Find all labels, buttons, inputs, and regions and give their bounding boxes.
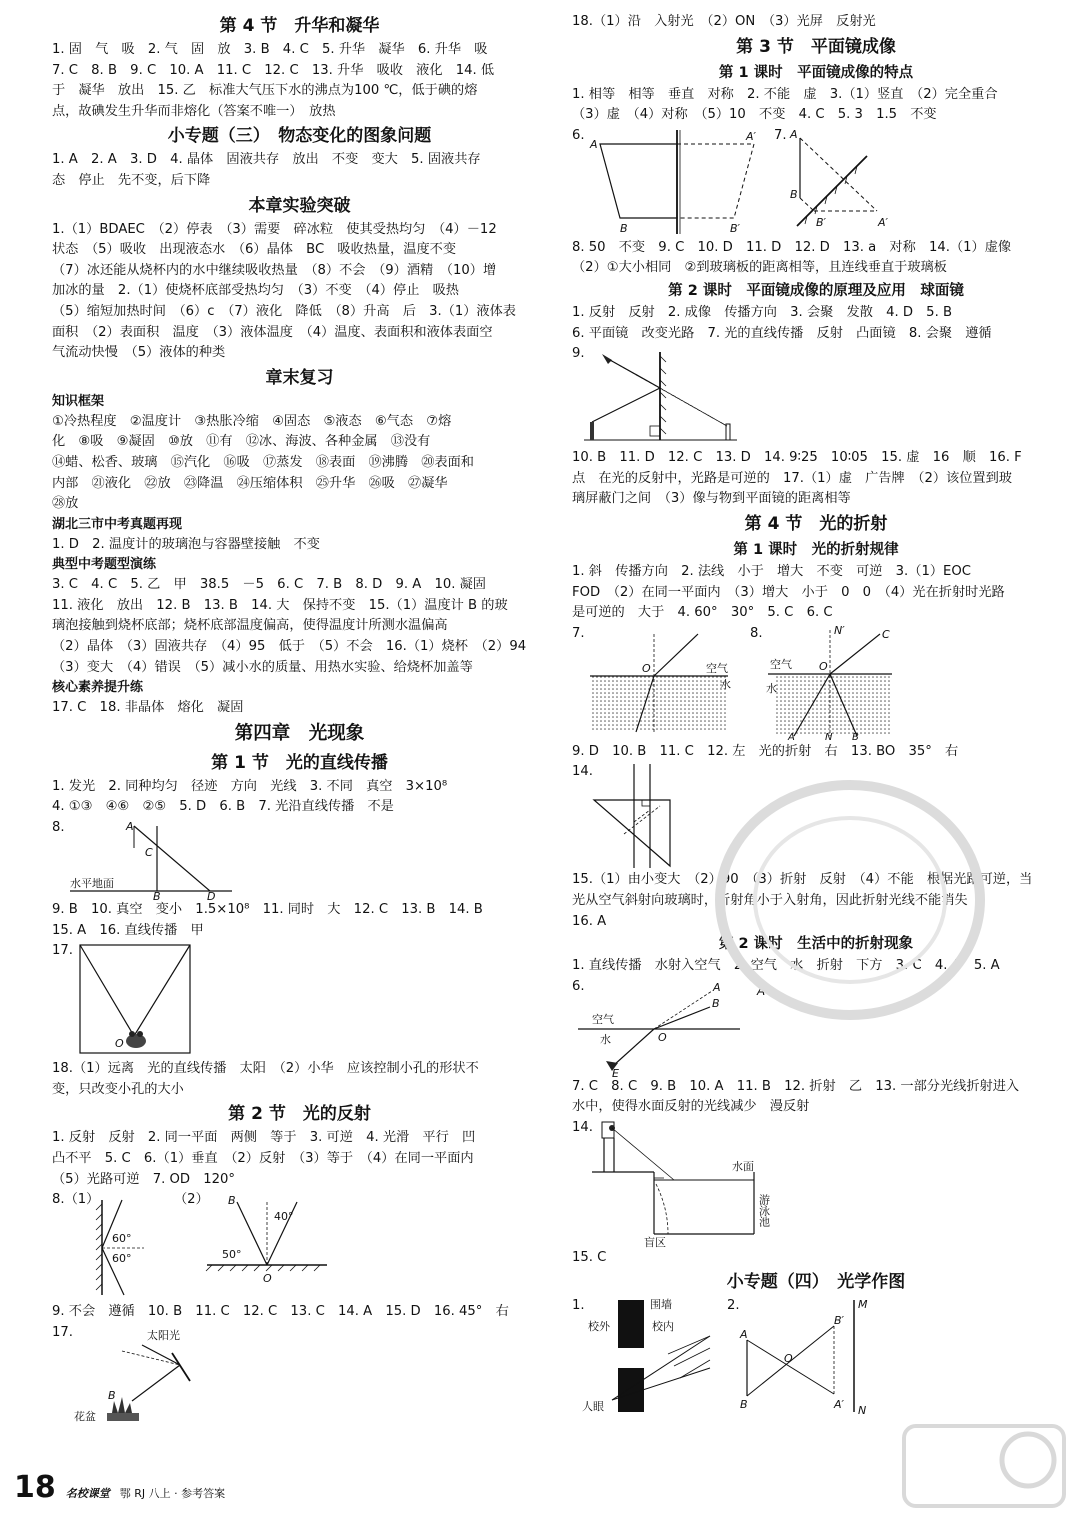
section-title: 第 3 节 平面镜成像 <box>736 36 896 57</box>
inside-label: 校内 <box>652 1320 674 1334</box>
question-number: （2） <box>174 1192 209 1208</box>
answer-line: 面积 （2）表面积 温度 （3）液体温度 （4）温度、表面积和液体表面空 <box>52 324 493 340</box>
question-number: 6. <box>572 978 585 994</box>
answer-line: 璃屏蔽门之间 （3）像与物到平面镜的距离相等 <box>572 491 851 507</box>
figure-mirror-images <box>572 126 1060 238</box>
answer-line: 1. 固 气 吸 2. 气 固 放 3. B 4. C 5. 升华 凝华 6. 升华 吸 <box>52 42 488 57</box>
surface-label: 水面 <box>732 1159 754 1173</box>
section-title: 小专题（四） 光学作图 <box>726 1272 906 1293</box>
label-d: D <box>207 890 216 901</box>
page-footer <box>14 1470 225 1505</box>
label-o: O <box>819 659 828 673</box>
wall-label: 围墙 <box>650 1298 672 1312</box>
answer-line: （3）变大 （4）错误 （5）减小水的质量、用热水实验、给烧杯加盖等 <box>52 659 473 675</box>
answer-line: 3. C 4. C 5. 乙 甲 38.5 －5 6. C 7. B 8. D 9. A 10. 凝固 <box>52 577 486 593</box>
answer-line: 15. A 16. 直线传播 甲 <box>52 922 204 938</box>
chapter-title: 第四章 光现象 <box>234 722 365 744</box>
section-title: 本章实验突破 <box>248 195 351 216</box>
label-e: E <box>612 1066 619 1077</box>
answer-line: 态 停止 先不变，后下降 <box>52 172 211 188</box>
label-o: O <box>658 1030 667 1044</box>
answer-line: ⑭蜡、松香、玻璃 ⑮汽化 ⑯吸 ⑰蒸发 ⑱表面 ⑲沸腾 ⑳表面和 <box>52 454 474 470</box>
answer-line: 于 凝华 放出 15. 乙 标准大气压下水的沸点为100 ℃，低于碘的熔 <box>52 83 478 99</box>
question-number: 6. <box>572 127 585 143</box>
figure-optical-drawing <box>572 1296 1060 1416</box>
answer-line: （2）晶体 （3）固液共存 （4）95 低于 （5）不会 16.（1）烧杯 （2）94 <box>52 639 527 655</box>
subsection-label: 知识框架 <box>52 393 105 409</box>
label-a: A <box>713 980 721 994</box>
water-label: 水 <box>720 677 731 691</box>
label-a: A <box>590 137 598 151</box>
label-o: O <box>642 661 651 675</box>
brand-logo: 名校课堂 <box>65 1487 110 1500</box>
section-title: 章末复习 <box>265 367 334 388</box>
answer-line: 1. A 2. A 3. D 4. 晶体 固液共存 放出 不变 变大 5. 固液共存 <box>52 152 481 168</box>
question-number: 7. <box>572 625 585 641</box>
label-a-prime: A′ <box>878 215 889 229</box>
answer-line: 1. 发光 2. 同种均匀 径迹 方向 光线 3. 不同 真空 3×10⁸ <box>52 778 448 794</box>
label-a-answer: A <box>757 983 766 998</box>
label-m: M <box>858 1298 868 1312</box>
angle-label: 60° <box>112 1232 132 1246</box>
subsection-label: 湖北三市中考真题再现 <box>52 516 183 532</box>
lesson-title: 第 1 课时 平面镜成像的特点 <box>718 64 914 81</box>
answer-line: ㉘放 <box>52 496 79 512</box>
answer-line: 9. D 10. B 11. C 12. 左 光的折射 右 13. BO 35° 右 <box>572 743 959 759</box>
figure-shadow-diagram <box>52 818 547 900</box>
answer-line: 1. 反射 反射 2. 同一平面 两侧 等于 3. 可逆 4. 光滑 平行 凹 <box>52 1130 476 1146</box>
shadow-diagram-svg <box>52 818 547 900</box>
label-b-prime: B′ <box>730 221 741 235</box>
right-column <box>572 12 1060 1416</box>
answer-line: 15. C <box>572 1249 607 1265</box>
answer-line: FOD （2）在同一平面内 （3）增大 小于 0 0 （4）光在折射时光路 <box>572 584 1005 600</box>
answer-line: 1. 直线传播 水射入空气 2. 空气 水 折射 下方 3. C 4. A 5. A <box>572 958 1000 974</box>
periscope-svg <box>572 344 1060 448</box>
sunlight-mirror-svg <box>52 1323 547 1423</box>
pool-svg <box>572 1118 1060 1248</box>
label-o: O <box>115 1037 124 1051</box>
question-number: 17. <box>52 943 73 959</box>
blind-zone-label: 盲区 <box>644 1235 666 1248</box>
question-number: 17. <box>52 1324 73 1340</box>
angle-label: 40° <box>274 1210 294 1224</box>
label-b-prime: B′ <box>816 215 827 229</box>
answer-line: 7. C 8. B 9. C 10. A 11. C 12. C 13. 升华 吸收 液化 14. 低 <box>52 62 495 78</box>
answer-line: 璃泡接触到烧杯底部；烧杯底部温度偏高，使得温度计所测水温偏高 <box>52 618 448 634</box>
pinhole-diagram-svg <box>52 941 547 1059</box>
figure-pinhole-diagram <box>52 941 547 1059</box>
label-b-prime: B′ <box>834 1314 845 1328</box>
refraction-svg <box>572 624 1060 742</box>
label-o: O <box>263 1272 272 1286</box>
angle-label: 60° <box>112 1252 132 1266</box>
section-title: 第 4 节 升华和凝华 <box>219 16 380 36</box>
figure-pool-diagram <box>572 1118 1060 1248</box>
answer-line: 1. 斜 传播方向 2. 法线 小于 增大 不变 可逆 3.（1）EOC <box>572 563 971 579</box>
answer-line: ①冷热程度 ②温度计 ③热胀冷缩 ④固态 ⑤液态 ⑥气态 ⑦熔 <box>52 413 452 429</box>
label-n-prime: N′ <box>834 623 845 637</box>
answer-line: 8. 50 不变 9. C 10. D 11. D 12. D 13. a 对称 14.（1）虚像 <box>572 239 1012 255</box>
water-label: 水 <box>766 681 777 695</box>
answer-line: 加冰的量 2.（1）使烧杯底部受热均匀 （3）不变 （4）停止 吸热 <box>52 283 459 299</box>
label-a: A <box>790 127 798 141</box>
answer-line: 9. B 10. 真空 变小 1.5×10⁸ 11. 同时 大 12. C 13. B 14. B <box>52 902 483 918</box>
question-number: 14. <box>572 764 593 780</box>
question-number: 2. <box>727 1298 740 1314</box>
answer-line: 点，故碘发生升华而非熔化（答案不唯一） 放热 <box>52 103 336 119</box>
answer-line: 水中，使得水面反射的光线减少 漫反射 <box>572 1099 810 1115</box>
answer-line: （3）虚 （4）对称 （5）10 不变 4. C 5. 3 1.5 不变 <box>572 107 937 123</box>
answer-line: 气流动快慢 （5）液体的种类 <box>52 345 226 361</box>
label-b: B <box>228 1194 236 1208</box>
lesson-title: 第 2 课时 生活中的折射现象 <box>718 936 914 953</box>
answer-line: （7）冰还能从烧杯内的水中继续吸收热量 （8）不会 （9）酒精 （10）增 <box>52 262 497 278</box>
answer-line: 1. 相等 相等 垂直 对称 2. 不能 虚 3.（1）竖直 （2）完全重合 <box>572 86 998 102</box>
label-a-prime: A′ <box>746 129 757 143</box>
label-o: O <box>784 1352 793 1366</box>
answer-line: 内部 ㉑液化 ㉒放 ㉓降温 ㉔压缩体积 ㉕升华 ㉖吸 ㉗凝华 <box>52 475 448 491</box>
lesson-title: 第 1 课时 光的折射规律 <box>733 541 899 558</box>
answer-line: 18.（1）沿 入射光 （2）ON （3）光屏 反射光 <box>572 14 876 29</box>
label-c: C <box>882 627 890 641</box>
question-number: 8. <box>750 625 763 641</box>
label-a: A <box>740 1328 748 1342</box>
answer-line: 1. 反射 反射 2. 成像 传播方向 3. 会聚 发散 4. D 5. B <box>572 304 953 320</box>
answer-line: 状态 （5）吸收 出现液态水 （6）晶体 BC 吸收热量，温度不变 <box>52 242 457 258</box>
answer-line: 6. 平面镜 改变光路 7. 光的直线传播 反射 凸面镜 8. 会聚 遵循 <box>572 325 992 341</box>
question-number: 7. <box>774 127 787 143</box>
footer-meta: 鄂 RJ 八上 · 参考答案 <box>119 1487 226 1500</box>
answer-line: 变，只改变小孔的大小 <box>52 1081 184 1097</box>
answer-line: 9. 不会 遵循 10. B 11. C 12. C 13. C 14. A 15. D 16. 45° 右 <box>52 1304 509 1320</box>
question-number: 8. <box>52 820 65 836</box>
subsection-label: 典型中考题型演练 <box>52 557 157 573</box>
answer-line: 点 在光的反射中，光路是可逆的 17.（1）虚 广告牌 （2）该位置到玻 <box>572 470 1012 486</box>
answer-line: 10. B 11. D 12. C 13. D 14. 9∶25 10∶05 15. 虚 16 顺 16. F <box>572 450 1022 466</box>
figure-sunlight-mirror <box>52 1323 547 1423</box>
label-b: B <box>108 1388 116 1402</box>
angle-label: 50° <box>222 1248 242 1262</box>
answer-line: 16. A <box>572 913 607 929</box>
pot-label: 花盆 <box>74 1409 96 1423</box>
answer-line: （5）缩短加热时间 （6）c （7）液化 降低 （8）升高 后 3.（1）液体表 <box>52 303 516 319</box>
label-b: B <box>852 731 859 742</box>
question-number: 1. <box>572 1298 585 1314</box>
answer-line: 1.（1）BDAEC （2）停表 （3）需要 碎冰粒 使其受热均匀 （4）－12 <box>52 221 497 237</box>
answer-line: 7. C 8. C 9. B 10. A 11. B 12. 折射 乙 13. 一部分光线折射进入 <box>572 1078 1020 1094</box>
answer-line: 11. 液化 放出 12. B 13. B 14. 大 保持不变 15.（1）温度计 B 的玻 <box>52 597 508 613</box>
figure-periscope-diagram <box>572 344 1060 448</box>
subsection-label: 核心素养提升练 <box>52 680 144 696</box>
label-a: A <box>788 731 795 742</box>
label-a-prime: A′ <box>834 1398 845 1412</box>
label-n: N <box>825 731 833 742</box>
figure-reflection-diagrams <box>52 1190 547 1302</box>
label-b: B <box>153 890 161 901</box>
air-label: 空气 <box>592 1012 614 1026</box>
corner-logo-watermark <box>900 1420 1070 1515</box>
answer-line: 18.（1）远离 光的直线传播 太阳 （2）小华 应该控制小孔的形状不 <box>52 1061 479 1077</box>
outside-label: 校外 <box>588 1320 610 1334</box>
label-n: N <box>858 1404 867 1417</box>
label-b: B <box>712 996 720 1010</box>
lesson-title: 第 2 课时 平面镜成像的原理及应用 球面镜 <box>668 282 964 299</box>
answer-line: （2）①大小相同 ②到玻璃板的距离相等，且连线垂直于玻璃板 <box>572 260 947 276</box>
answer-line: 1. D 2. 温度计的玻璃泡与容器壁接触 不变 <box>52 536 320 552</box>
label-b: B <box>620 221 628 235</box>
page-number: 18 <box>14 1470 56 1505</box>
answer-line: 4. ①③ ④⑥ ②⑤ 5. D 6. B 7. 光沿直线传播 不是 <box>52 799 394 815</box>
ground-label: 水平地面 <box>70 877 114 891</box>
question-number: 14. <box>572 1119 593 1135</box>
pool-label: 游泳池 <box>757 1193 771 1227</box>
section-title: 小专题（三） 物态变化的图象问题 <box>167 126 432 147</box>
answer-line: 15.（1）由小变大 （2）90 （3）折射 反射 （4）不能 根据光路可逆，当 <box>572 872 1033 888</box>
eye-label: 人眼 <box>582 1400 604 1414</box>
sun-label: 太阳光 <box>147 1328 180 1342</box>
answer-line: （5）光路可逆 7. OD 120° <box>52 1171 235 1187</box>
answer-line: 化 ⑧吸 ⑨凝固 ⑩放 ⑪有 ⑫冰、海波、各种金属 ⑬没有 <box>52 434 431 450</box>
water-label: 水 <box>600 1032 611 1046</box>
section-title: 第 4 节 光的折射 <box>744 513 888 534</box>
figure-refraction-diagrams <box>572 624 1060 742</box>
mirror-images-svg <box>572 126 1060 238</box>
answer-line: 17. C 18. 非晶体 熔化 凝固 <box>52 700 244 716</box>
label-a: A <box>126 820 134 834</box>
label-b: B <box>790 187 798 201</box>
section-title: 第 1 节 光的直线传播 <box>211 752 388 773</box>
answer-line: 凸不平 5. C 6.（1）垂直 （2）反射 （3）等于 （4）在同一平面内 <box>52 1151 474 1166</box>
label-b: B <box>740 1398 748 1412</box>
air-label: 空气 <box>770 657 792 671</box>
air-label: 空气 <box>706 661 728 675</box>
section-title: 第 2 节 光的反射 <box>228 1104 371 1125</box>
answer-line: 是可逆的 大于 4. 60° 30° 5. C 6. C <box>572 605 833 621</box>
optical-drawing-svg <box>572 1296 1060 1416</box>
answer-line: 光从空气斜射向玻璃时，折射角小于入射角，因此折射光线不能消失 <box>572 892 968 908</box>
question-number: 9. <box>572 346 585 362</box>
stamp-watermark <box>700 760 1000 1040</box>
question-number: 8.（1） <box>52 1192 100 1208</box>
label-c: C <box>145 846 153 860</box>
reflection-svg <box>52 1190 547 1302</box>
left-column <box>52 12 547 1423</box>
